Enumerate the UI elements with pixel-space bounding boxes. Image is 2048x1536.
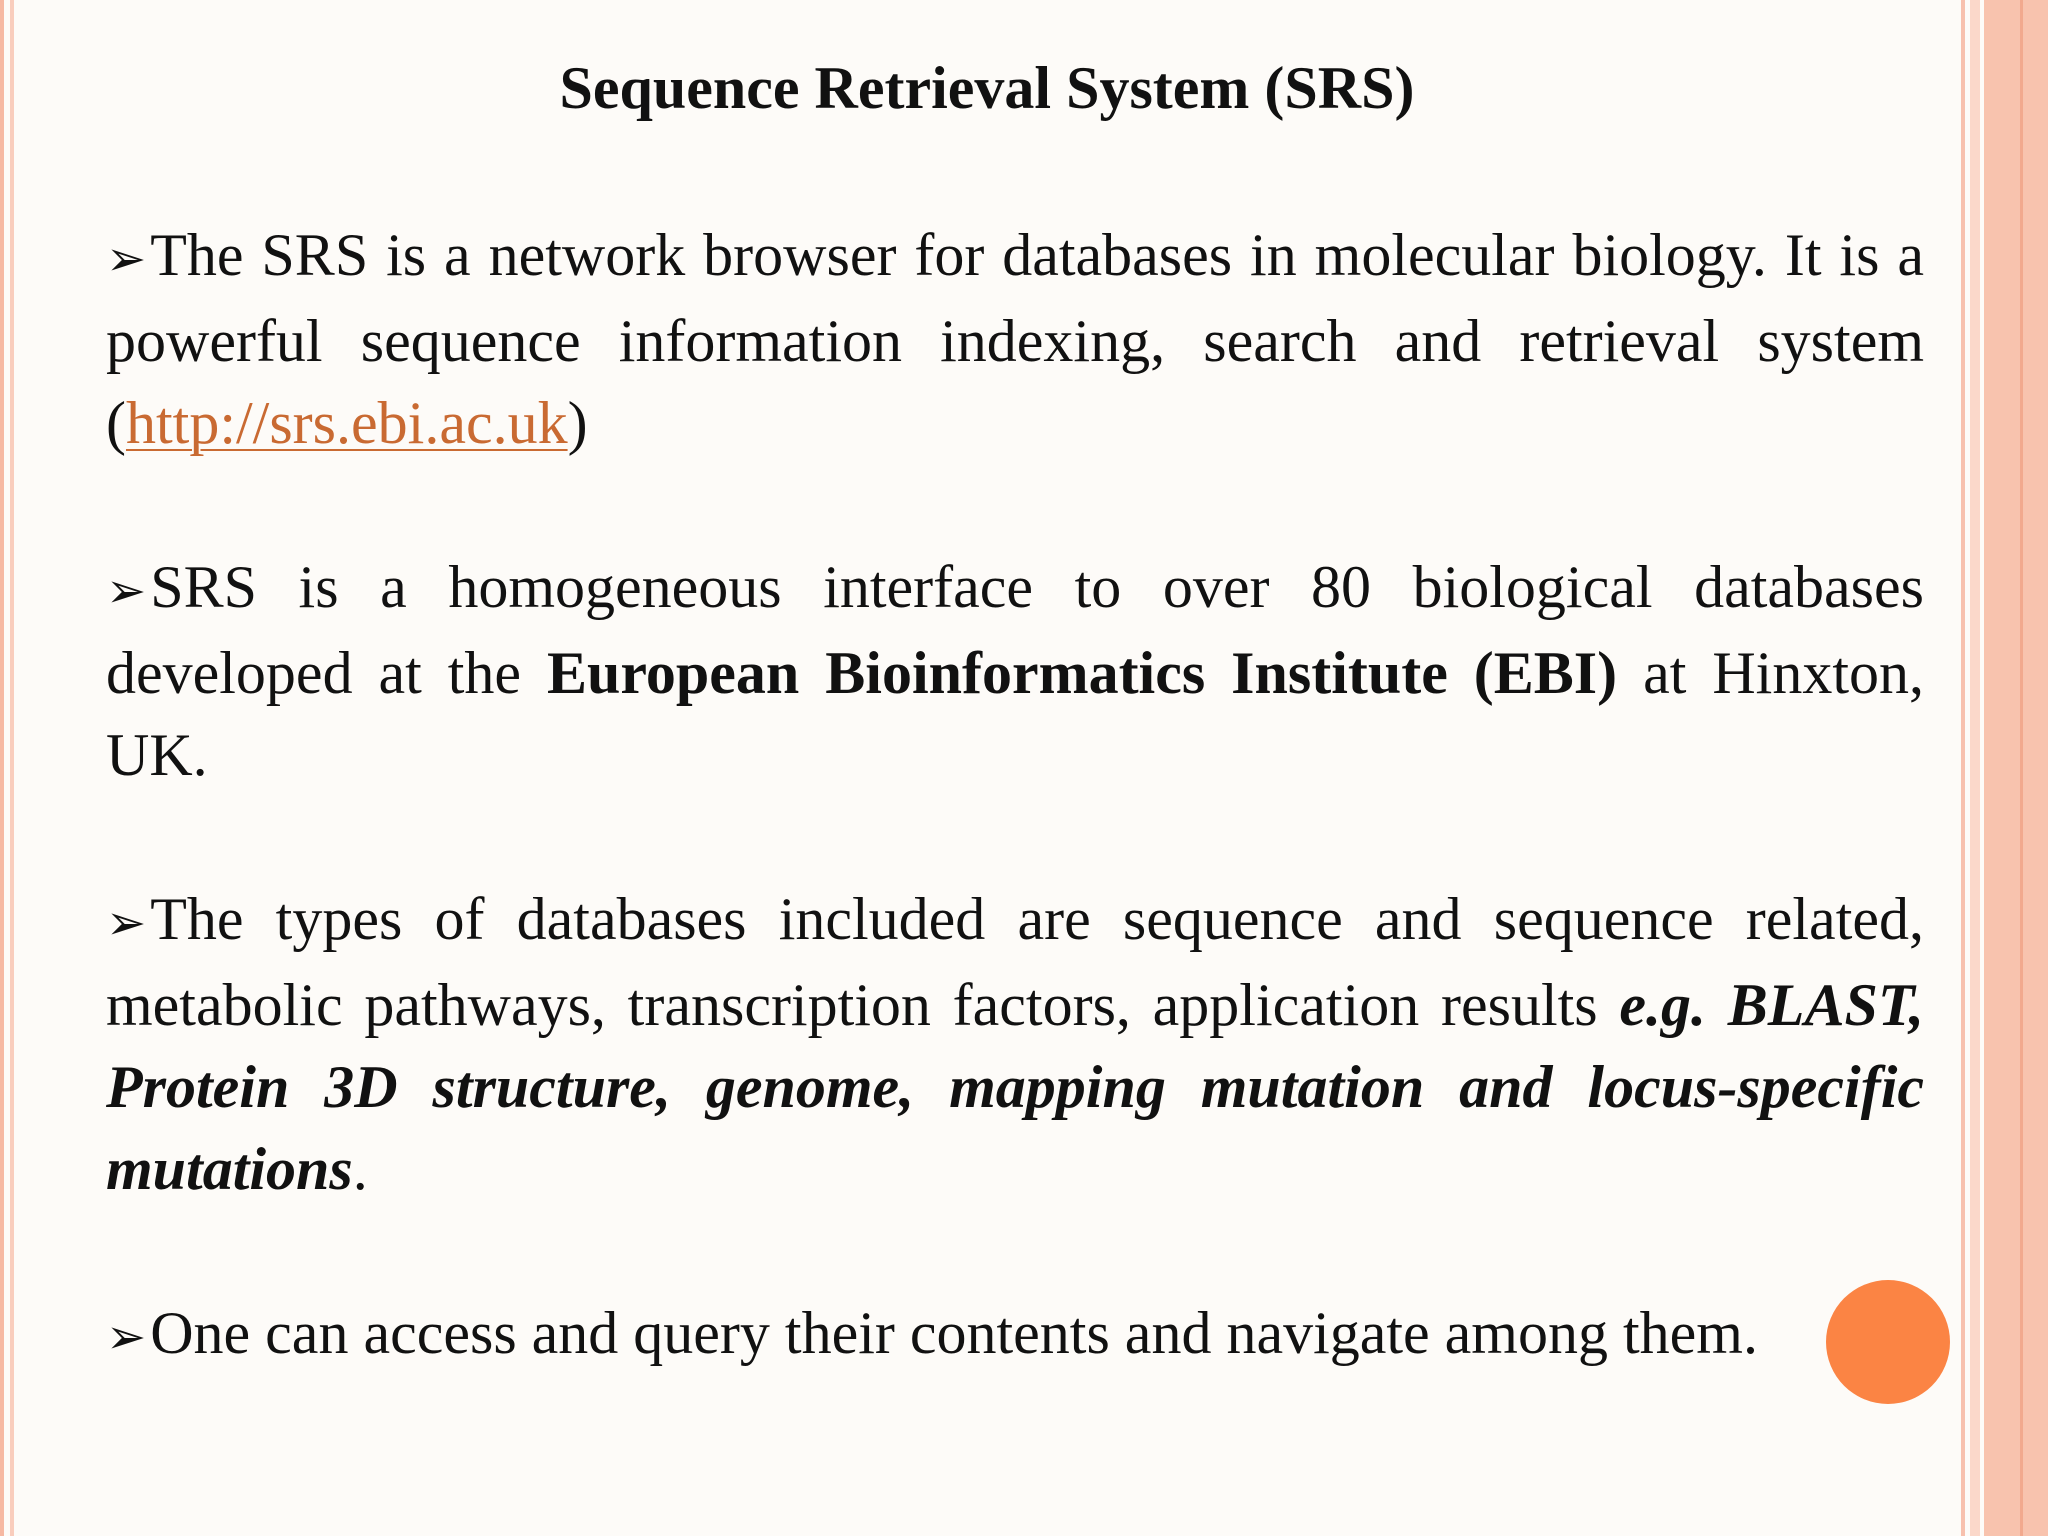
srs-link[interactable]: http://srs.ebi.ac.uk	[125, 390, 568, 456]
right-border-band-line	[2020, 0, 2023, 1536]
orange-circle-marker	[1826, 1280, 1950, 1404]
arrow-bullet-icon: ➢	[106, 563, 147, 619]
ebi-name: European Bioinformatics Institute (EBI)	[547, 640, 1618, 706]
paragraph-text: at Hinxton, UK.	[106, 640, 1924, 788]
paragraph-text: The SRS is a network browser for databases in molecular biology. It is a powerful sequence information indexing, search and retrieval system (	[106, 222, 1924, 456]
paragraph-text: )	[567, 390, 588, 456]
arrow-bullet-icon: ➢	[106, 231, 147, 287]
paragraph-access-query	[106, 1292, 1924, 1378]
right-border-band	[1970, 0, 1980, 1536]
paragraph-database-types	[106, 878, 1924, 1210]
arrow-bullet-icon: ➢	[106, 895, 147, 951]
database-examples: e.g. BLAST, Protein 3D structure, genome, mapping mutation and locus-specific mutations	[106, 972, 1924, 1202]
left-border-stripe-inner	[10, 0, 14, 1536]
slide-body	[106, 214, 1924, 1460]
arrow-bullet-icon: ➢	[106, 1309, 147, 1365]
paragraph-text: The types of databases included are sequence and sequence related, metabolic pathways, transcription factors, application results	[106, 886, 1924, 1038]
paragraph-text: .	[352, 1136, 368, 1202]
paragraph-text: SRS is a homogeneous interface to over 80 biological databases developed at the	[106, 554, 1924, 706]
left-border-stripe	[0, 0, 4, 1536]
right-border-band-wide	[1984, 0, 2048, 1536]
paragraph-text: One can access and query their contents and navigate among them.	[150, 1300, 1758, 1366]
right-border-line	[1961, 0, 1965, 1536]
paragraph-srs-definition	[106, 214, 1924, 464]
paragraph-srs-interface	[106, 546, 1924, 796]
slide-title: Sequence Retrieval System (SRS)	[559, 55, 1415, 121]
